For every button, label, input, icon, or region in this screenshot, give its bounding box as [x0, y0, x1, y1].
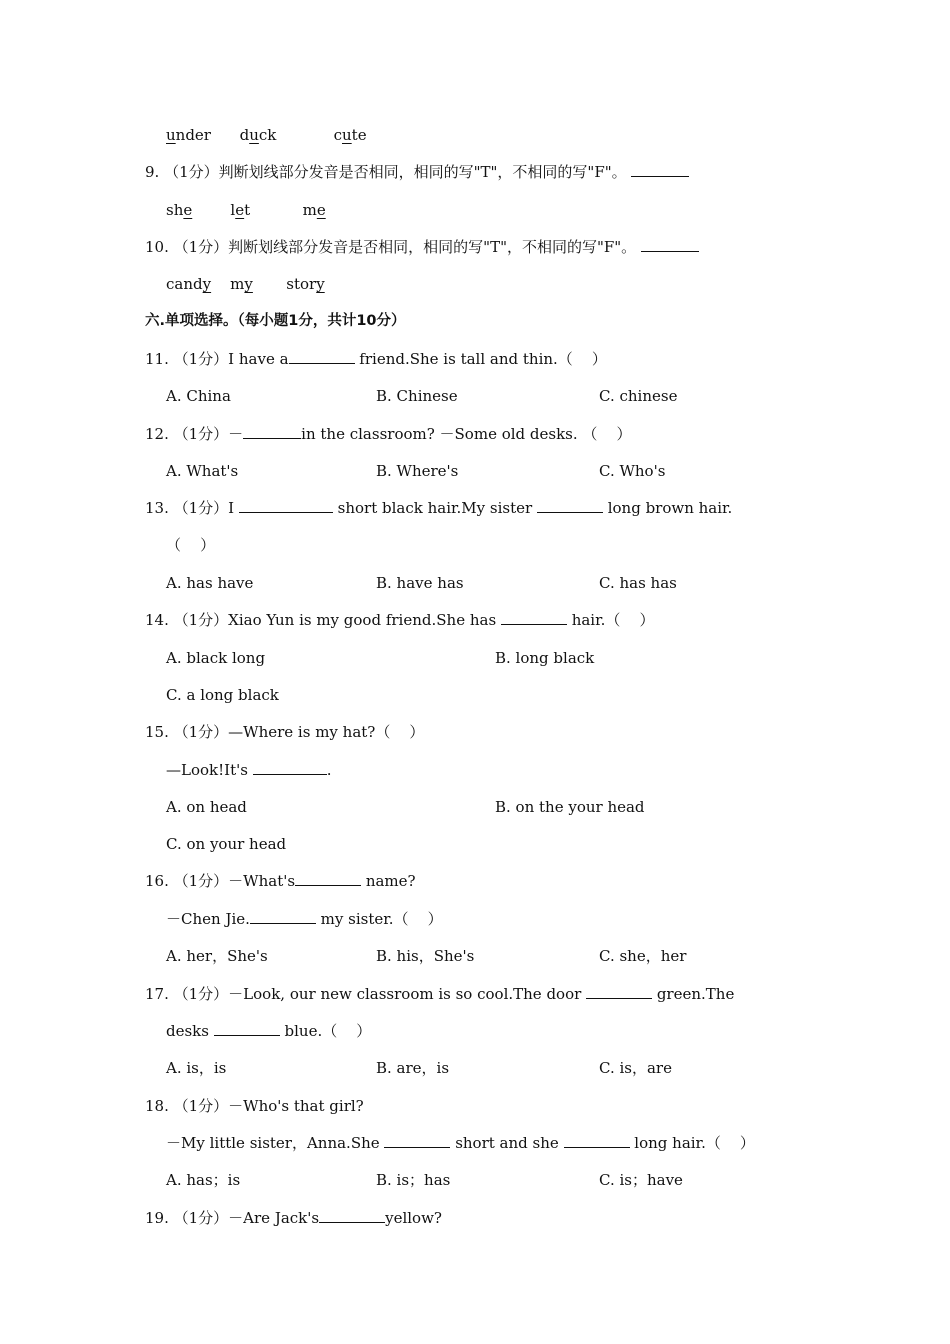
word-my: my	[230, 275, 253, 293]
answer-blank[interactable]	[319, 1208, 385, 1223]
question-15: 15. （1分）—Where is my hat?（ ）	[145, 723, 425, 741]
option-a[interactable]: A. on head	[166, 798, 247, 816]
question-14: 14. （1分）Xiao Yun is my good friend.She has hair.（ ）	[145, 611, 655, 629]
answer-blank[interactable]	[631, 162, 689, 177]
option-c[interactable]: C. is，are	[599, 1059, 672, 1077]
option-a[interactable]: A. black long	[166, 649, 266, 667]
option-b[interactable]: B. are，is	[376, 1059, 450, 1077]
option-b[interactable]: B. have has	[376, 574, 464, 592]
word-under: under	[166, 126, 211, 144]
option-a[interactable]: A. has；is	[166, 1171, 241, 1189]
option-c[interactable]: C. is；have	[599, 1171, 683, 1189]
question-19: 19. （1分）－Are Jack's yellow?	[145, 1209, 442, 1227]
answer-blank[interactable]	[586, 984, 652, 999]
word-let: let	[230, 201, 251, 219]
q10-words	[166, 274, 325, 294]
word-story: story	[286, 275, 325, 293]
option-c[interactable]: C. on your head	[166, 835, 287, 853]
word-cute: cute	[333, 126, 367, 144]
option-c[interactable]: C. a long black	[166, 686, 279, 704]
question-17: 17. （1分）－Look, our new classroom is so cool.The door green.The	[145, 985, 735, 1003]
option-c[interactable]: C. Who's	[599, 462, 666, 480]
question-12: 12. （1分）－ in the classroom? －Some old desks. （ ）	[145, 425, 632, 443]
word-me: me	[302, 201, 326, 219]
question-15-line2: —Look!It's .	[166, 761, 332, 779]
question-18: 18. （1分）－Who's that girl?	[145, 1097, 364, 1115]
answer-blank[interactable]	[641, 237, 699, 252]
answer-blank[interactable]	[250, 909, 316, 924]
answer-blank[interactable]	[243, 424, 301, 439]
option-a[interactable]: A. her，She's	[166, 947, 268, 965]
answer-blank[interactable]	[564, 1133, 630, 1148]
option-b[interactable]: B. his，She's	[376, 947, 475, 965]
question-16: 16. （1分）－What's name?	[145, 872, 416, 890]
section-heading: 六.单项选择。（每小题1分，共计10分）	[145, 313, 406, 329]
option-b[interactable]: B. long black	[495, 649, 595, 667]
answer-blank[interactable]	[537, 498, 603, 513]
question-stem: 10. （1分）判断划线部分发音是否相同，相同的写"T"，不相同的写"F"。	[145, 238, 637, 256]
question-16-line2: －Chen Jie. my sister.（ ）	[166, 910, 443, 928]
option-b[interactable]: B. Chinese	[376, 387, 458, 405]
question-10	[145, 237, 699, 257]
question-18-line2: －My little sister，Anna.She short and she long hair.（ ）	[166, 1134, 755, 1152]
question-9	[145, 162, 689, 182]
option-c[interactable]: C. chinese	[599, 387, 678, 405]
answer-blank[interactable]	[501, 610, 567, 625]
word-she: she	[166, 201, 193, 219]
answer-blank[interactable]	[289, 349, 355, 364]
question-stem: 9. （1分）判断划线部分发音是否相同，相同的写"T"，不相同的写"F"。	[145, 163, 627, 181]
option-a[interactable]: A. What's	[166, 462, 239, 480]
option-c[interactable]: C. she，her	[599, 947, 687, 965]
q9-words	[166, 200, 326, 220]
answer-blank[interactable]	[214, 1021, 280, 1036]
option-a[interactable]: A. has have	[166, 574, 254, 592]
answer-blank[interactable]	[239, 498, 333, 513]
option-a[interactable]: A. China	[166, 387, 231, 405]
answer-blank[interactable]	[384, 1133, 450, 1148]
q8-words	[166, 125, 367, 145]
option-a[interactable]: A. is，is	[166, 1059, 227, 1077]
option-b[interactable]: B. is；has	[376, 1171, 451, 1189]
option-b[interactable]: B. Where's	[376, 462, 459, 480]
word-candy: candy	[166, 275, 212, 293]
answer-blank[interactable]	[295, 871, 361, 886]
question-11: 11. （1分）I have a friend.She is tall and thin.（ ）	[145, 350, 607, 368]
answer-paren: （ ）	[166, 536, 216, 554]
option-c[interactable]: C. has has	[599, 574, 677, 592]
answer-blank[interactable]	[253, 760, 327, 775]
word-duck: duck	[239, 126, 277, 144]
option-b[interactable]: B. on the your head	[495, 798, 645, 816]
question-17-line2: desks blue.（ ）	[166, 1022, 372, 1040]
question-13: 13. （1分）I short black hair.My sister long brown hair.	[145, 499, 733, 517]
